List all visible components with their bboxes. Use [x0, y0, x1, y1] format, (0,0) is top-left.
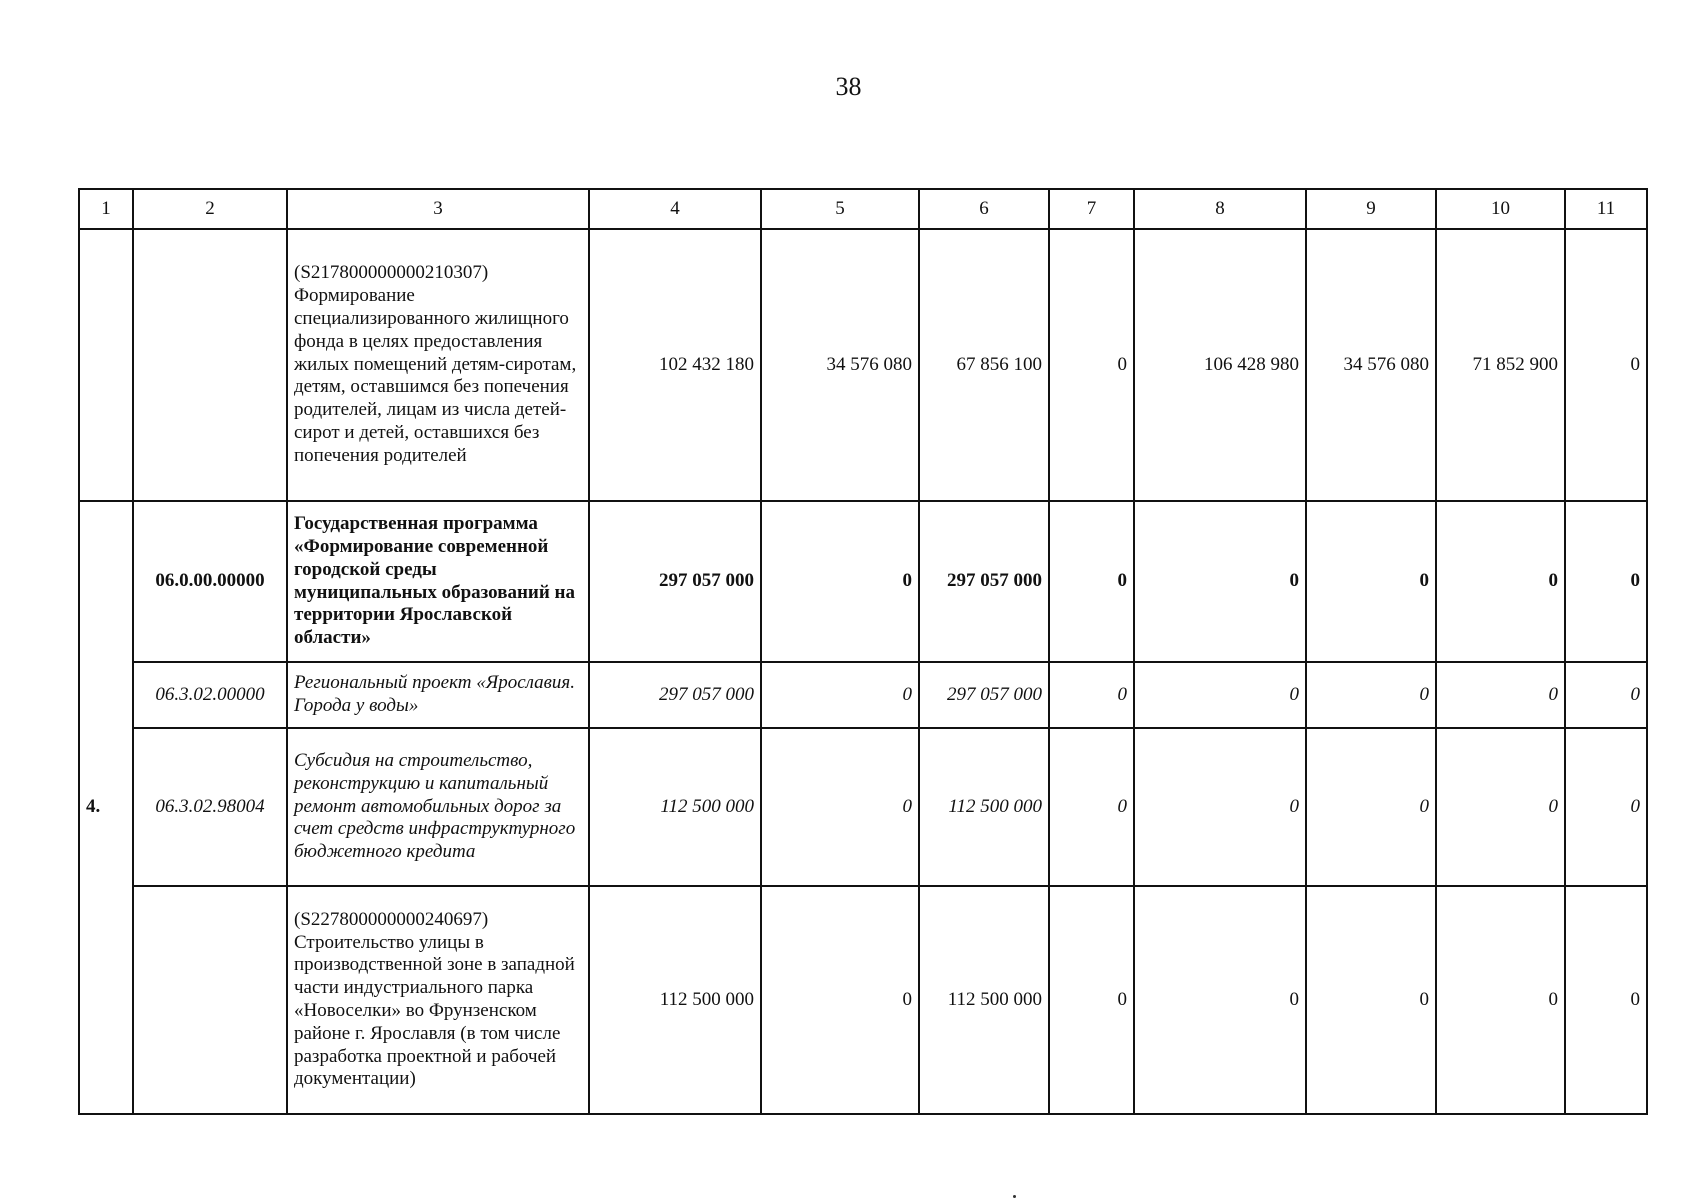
header-cell: 6	[919, 189, 1049, 229]
row-description: Региональный проект «Ярославия. Города у воды»	[287, 662, 589, 728]
value-cell: 0	[761, 886, 919, 1114]
page-number: 38	[835, 72, 862, 101]
header-cell: 5	[761, 189, 919, 229]
row-description: (S227800000000240697) Строительство улицы в производственной зоне в западной части индустриального парка «Новоселки» во Фрунзенском районе г. Ярославля (в том числе разработка проектной и рабочей документации)	[287, 886, 589, 1114]
header-cell: 1	[79, 189, 133, 229]
value-cell: 0	[761, 728, 919, 886]
value-cell: 67 856 100	[919, 229, 1049, 501]
value-cell: 71 852 900	[1436, 229, 1565, 501]
value-cell: 0	[1049, 229, 1134, 501]
value-cell: 34 576 080	[761, 229, 919, 501]
value-cell: 0	[1049, 662, 1134, 728]
row-code: 06.0.00.00000	[133, 501, 287, 662]
value-cell: 0	[1306, 501, 1436, 662]
value-cell: 0	[1306, 662, 1436, 728]
value-cell: 0	[1436, 662, 1565, 728]
value-cell: 102 432 180	[589, 229, 761, 501]
header-cell: 7	[1049, 189, 1134, 229]
header-cell: 8	[1134, 189, 1306, 229]
value-cell: 297 057 000	[589, 501, 761, 662]
value-cell: 0	[1565, 728, 1647, 886]
row-code	[133, 229, 287, 501]
table-row	[79, 662, 1647, 728]
header-cell: 10	[1436, 189, 1565, 229]
value-cell: 0	[1134, 662, 1306, 728]
value-cell: 0	[1436, 501, 1565, 662]
value-cell: 0	[1306, 886, 1436, 1114]
header-row	[79, 189, 1647, 229]
header-cell: 3	[287, 189, 589, 229]
value-cell: 0	[1436, 728, 1565, 886]
table-row	[79, 501, 1647, 662]
value-cell: 0	[1134, 886, 1306, 1114]
value-cell: 0	[761, 662, 919, 728]
value-cell: 0	[1049, 886, 1134, 1114]
value-cell: 0	[1306, 728, 1436, 886]
value-cell: 0	[1134, 728, 1306, 886]
value-cell: 112 500 000	[589, 886, 761, 1114]
value-cell: 0	[1565, 501, 1647, 662]
row-code: 06.3.02.98004	[133, 728, 287, 886]
value-cell: 297 057 000	[589, 662, 761, 728]
row-code: 06.3.02.00000	[133, 662, 287, 728]
row-description: (S217800000000210307) Формирование специализированного жилищного фонда в целях предоставления жилых помещений детям-сиротам, детям, оставшимся без попечения родителей, лицам из числа детей-сирот и детей, оставшихся без попечения родителей	[287, 229, 589, 501]
value-cell: 0	[1565, 229, 1647, 501]
scan-speck	[1013, 1195, 1016, 1198]
value-cell: 112 500 000	[589, 728, 761, 886]
value-cell: 0	[1565, 662, 1647, 728]
value-cell: 0	[1049, 728, 1134, 886]
value-cell: 297 057 000	[919, 501, 1049, 662]
row-index: 4.	[79, 501, 133, 1114]
value-cell: 0	[1436, 886, 1565, 1114]
budget-table	[78, 188, 1648, 1115]
row-index	[79, 229, 133, 501]
row-code	[133, 886, 287, 1114]
value-cell: 112 500 000	[919, 728, 1049, 886]
header-cell: 4	[589, 189, 761, 229]
value-cell: 0	[761, 501, 919, 662]
value-cell: 0	[1049, 501, 1134, 662]
header-cell: 2	[133, 189, 287, 229]
value-cell: 0	[1134, 501, 1306, 662]
table-row	[79, 886, 1647, 1114]
table-row	[79, 728, 1647, 886]
value-cell: 34 576 080	[1306, 229, 1436, 501]
row-description: Государственная программа «Формирование современной городской среды муниципальных образований на территории Ярославской области»	[287, 501, 589, 662]
value-cell: 106 428 980	[1134, 229, 1306, 501]
header-cell: 9	[1306, 189, 1436, 229]
value-cell: 112 500 000	[919, 886, 1049, 1114]
value-cell: 0	[1565, 886, 1647, 1114]
header-cell: 11	[1565, 189, 1647, 229]
row-description: Субсидия на строительство, реконструкцию и капитальный ремонт автомобильных дорог за счет средств инфраструктурного бюджетного кредита	[287, 728, 589, 886]
value-cell: 297 057 000	[919, 662, 1049, 728]
table-row	[79, 229, 1647, 501]
